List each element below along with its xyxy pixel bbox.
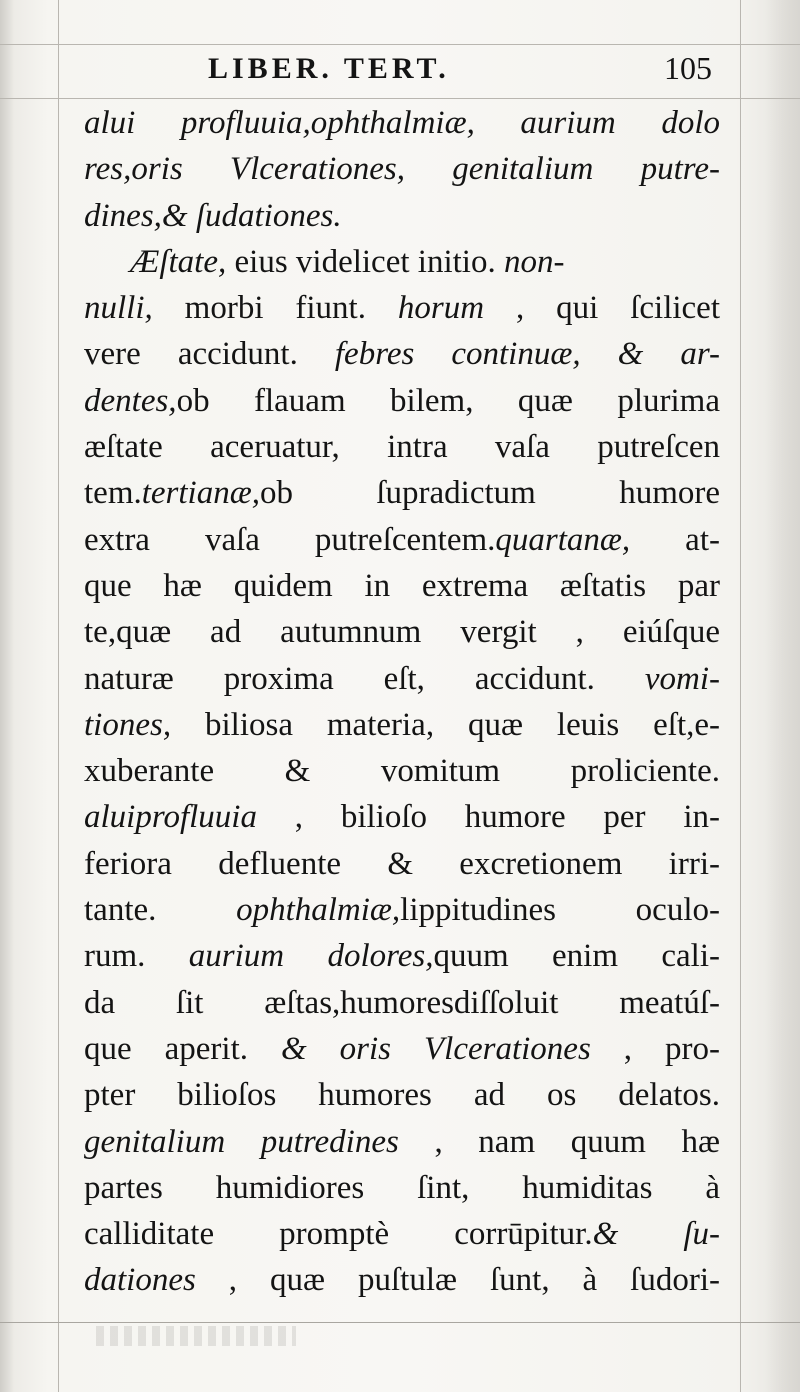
- frame-rule-header: [0, 98, 800, 99]
- italic-run: aurium dolores,: [188, 938, 434, 975]
- italic-run: Æſtate,: [130, 243, 227, 280]
- roman-run: , bilioſo humore per in-: [256, 799, 720, 836]
- roman-run: que aperit.: [84, 1030, 281, 1067]
- page-edge-shadow-right: [766, 0, 800, 1392]
- italic-run: vomi-: [644, 660, 720, 697]
- italic-run: tiones,: [84, 706, 172, 743]
- italic-run: & oris Vlcerationes: [281, 1030, 591, 1067]
- roman-run: que hæ quidem in extrema æſtatis par: [84, 567, 720, 604]
- text-line: [84, 378, 720, 424]
- text-line: [84, 1026, 720, 1072]
- frame-rule-bottom: [0, 1322, 800, 1323]
- roman-run: partes humidiores ſint, humiditas à: [84, 1169, 720, 1206]
- text-line: [84, 794, 720, 840]
- roman-run: lippitudines oculo-: [400, 892, 720, 929]
- frame-rule-top: [0, 44, 800, 45]
- roman-run: naturæ proxima eſt, accidunt.: [84, 660, 645, 697]
- roman-run: feriora defluente & excretionem irri-: [84, 845, 720, 882]
- roman-run: morbi fiunt.: [152, 290, 398, 327]
- text-line: [84, 517, 720, 563]
- text-line: [84, 933, 720, 979]
- roman-run: æſtate aceruatur, intra vaſa putreſcen: [84, 429, 720, 466]
- roman-run: , nam quum hæ: [398, 1123, 720, 1160]
- italic-run: alui profluuia,ophthalmiæ, aurium dolo: [84, 105, 720, 141]
- text-line: [84, 193, 720, 239]
- text-line: [84, 1257, 720, 1303]
- italic-run: dines,& ſudationes.: [84, 197, 342, 234]
- text-line: [84, 424, 720, 470]
- roman-run: at-: [630, 521, 720, 558]
- text-line: [84, 470, 720, 516]
- text-line: [84, 331, 720, 377]
- italic-run: dationes: [84, 1262, 196, 1299]
- show-through-text: [96, 1326, 296, 1346]
- text-line: [84, 609, 720, 655]
- text-line: [84, 702, 720, 748]
- roman-run: tem.: [84, 475, 142, 512]
- text-line: [84, 1072, 720, 1118]
- text-line: [84, 100, 720, 146]
- text-line: [84, 1211, 720, 1257]
- italic-run: febres continuæ, & ar-: [334, 336, 720, 373]
- text-line: [84, 146, 720, 192]
- running-head: LIBER. TERT.: [208, 52, 450, 85]
- roman-run: pter bilioſos humores ad os delatos.: [84, 1077, 720, 1114]
- roman-run: da ſit æſtas,humoresdiſſoluit meatúſ-: [84, 984, 720, 1021]
- text-line: [84, 285, 720, 331]
- italic-run: nulli,: [84, 290, 153, 327]
- text-line: [84, 748, 720, 794]
- roman-run: , qui ſcilicet: [484, 290, 720, 327]
- roman-run: biliosa materia, quæ leuis eſt,e-: [171, 706, 720, 743]
- roman-run: eius videlicet initio.: [226, 243, 504, 280]
- roman-run: tante.: [84, 892, 237, 929]
- italic-run: ophthalmiæ,: [236, 892, 401, 929]
- page-edge-shadow-left: [0, 0, 14, 1392]
- roman-run: , quæ puſtulæ ſunt, à ſudori-: [195, 1262, 720, 1299]
- body-text: [84, 100, 720, 1304]
- text-line: [84, 656, 720, 702]
- text-line: [84, 980, 720, 1026]
- roman-run: quum enim cali-: [433, 938, 720, 975]
- italic-run: quartanæ,: [495, 521, 631, 558]
- roman-run: xuberante & vomitum proliciente.: [84, 753, 720, 790]
- page-header: [96, 50, 720, 94]
- roman-run: extra vaſa putreſcentem.: [84, 521, 496, 558]
- italic-run: tertianæ,: [141, 475, 260, 512]
- roman-run: rum.: [84, 938, 189, 975]
- italic-run: horum: [397, 290, 485, 327]
- roman-run: vere accidunt.: [84, 336, 335, 373]
- roman-run: , pro-: [590, 1030, 720, 1067]
- text-line: [84, 239, 720, 285]
- text-line: [84, 1119, 720, 1165]
- frame-rule-left: [58, 0, 59, 1392]
- italic-run: non-: [503, 243, 565, 280]
- text-line: [84, 1165, 720, 1211]
- roman-run: calliditate promptè corrūpitur.: [84, 1216, 593, 1253]
- page-number: 105: [664, 50, 712, 86]
- italic-run: res,oris Vlcerationes, genitalium putre-: [84, 151, 720, 188]
- roman-run: te,quæ ad autumnum vergit , eiúſque: [84, 614, 720, 651]
- roman-run: ob flauam bilem, quæ plurima: [176, 382, 720, 419]
- italic-run: aluiprofluuia: [84, 799, 257, 836]
- italic-run: genitalium putredines: [84, 1123, 399, 1160]
- frame-rule-right: [740, 0, 741, 1392]
- text-line: [84, 841, 720, 887]
- text-line: [84, 887, 720, 933]
- text-line: [84, 563, 720, 609]
- roman-run: ob ſupradictum humore: [260, 475, 720, 512]
- italic-run: & ſu-: [592, 1216, 720, 1253]
- italic-run: dentes,: [84, 382, 177, 419]
